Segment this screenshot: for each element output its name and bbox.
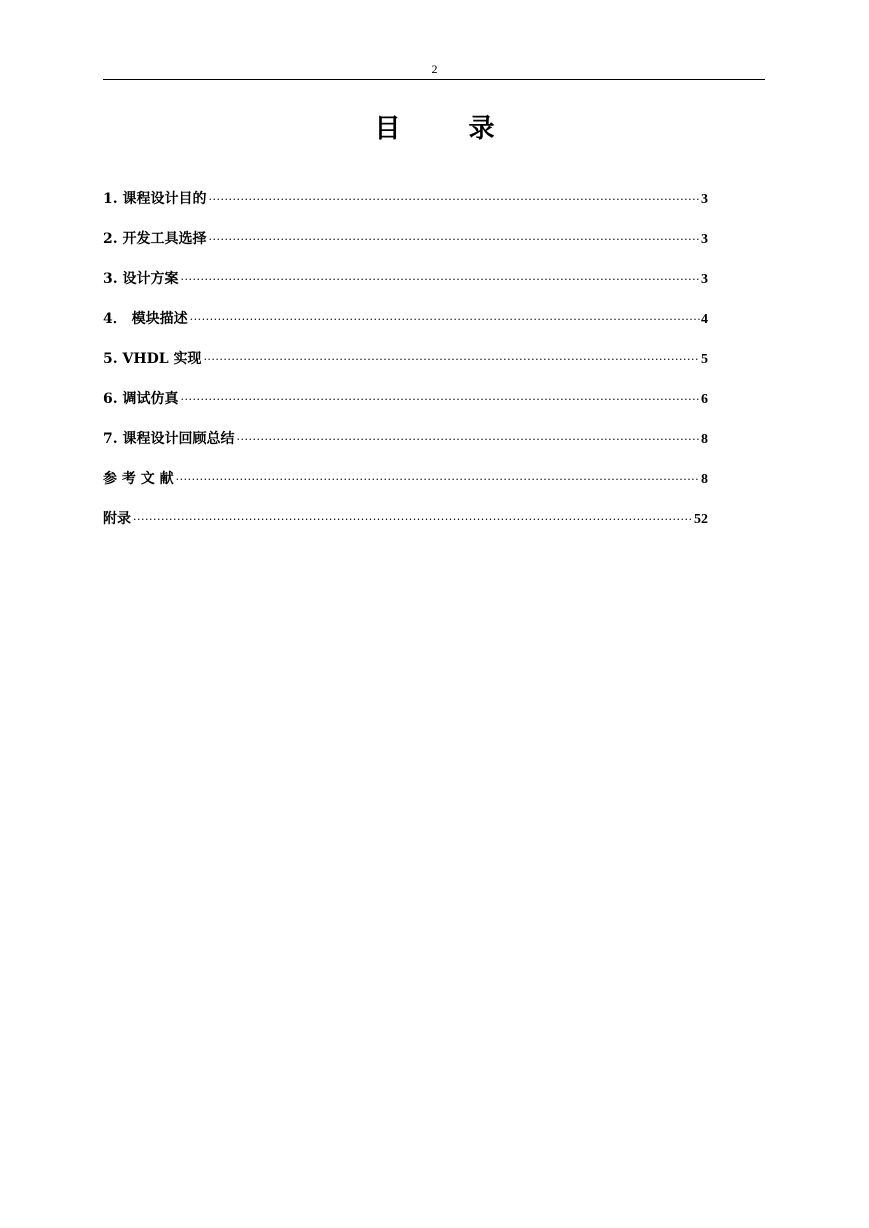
toc-entry-page: 8 — [701, 432, 708, 447]
page-number: 2 — [431, 62, 438, 76]
toc-entry-2[interactable] — [103, 228, 708, 268]
toc-entry-6[interactable] — [103, 388, 708, 428]
toc-title-char-1: 目 — [374, 114, 401, 144]
toc-entry-page: 3 — [701, 192, 708, 207]
toc-entry-label: 6. 调试仿真 — [103, 391, 179, 407]
toc-entry-page: 6 — [701, 392, 708, 407]
toc-entry-5[interactable] — [103, 348, 708, 388]
toc-leader-dots — [209, 229, 701, 251]
toc-entry-label: 7. 课程设计回顾总结 — [103, 431, 235, 447]
toc-entry-9[interactable] — [103, 508, 708, 548]
toc-entry-7[interactable] — [103, 428, 708, 468]
toc-entry-3[interactable] — [103, 268, 708, 308]
toc-leader-dots — [176, 469, 700, 491]
toc-entry-label: 4． 模块描述 — [103, 311, 188, 327]
toc-leader-dots — [190, 309, 700, 331]
toc-leader-dots — [133, 509, 693, 531]
toc-entry-label: 附录 — [103, 511, 131, 527]
toc-leader-dots — [181, 269, 701, 291]
toc-entry-page: 52 — [694, 512, 708, 527]
toc-leader-dots — [237, 429, 701, 451]
toc-title — [0, 113, 869, 145]
toc-leader-dots — [209, 189, 701, 211]
toc-leader-dots — [203, 349, 700, 371]
toc-list — [103, 188, 708, 548]
toc-entry-1[interactable] — [103, 188, 708, 228]
toc-entry-label: 3. 设计方案 — [103, 271, 179, 287]
toc-entry-label: 5. VHDL 实现 — [103, 351, 202, 367]
toc-entry-label: 2. 开发工具选择 — [103, 231, 207, 247]
toc-entry-page: 5 — [701, 352, 708, 367]
toc-entry-label: 参 考 文 献 — [103, 471, 174, 487]
toc-entry-page: 8 — [701, 472, 708, 487]
toc-entry-8[interactable] — [103, 468, 708, 508]
toc-entry-label: 1. 课程设计目的 — [103, 191, 207, 207]
toc-entry-page: 4 — [701, 312, 708, 327]
toc-entry-page: 3 — [701, 272, 708, 287]
toc-entry-4[interactable] — [103, 308, 708, 348]
header-rule — [103, 79, 765, 80]
toc-entry-page: 3 — [701, 232, 708, 247]
toc-title-char-2: 录 — [468, 114, 495, 144]
toc-leader-dots — [181, 389, 701, 411]
